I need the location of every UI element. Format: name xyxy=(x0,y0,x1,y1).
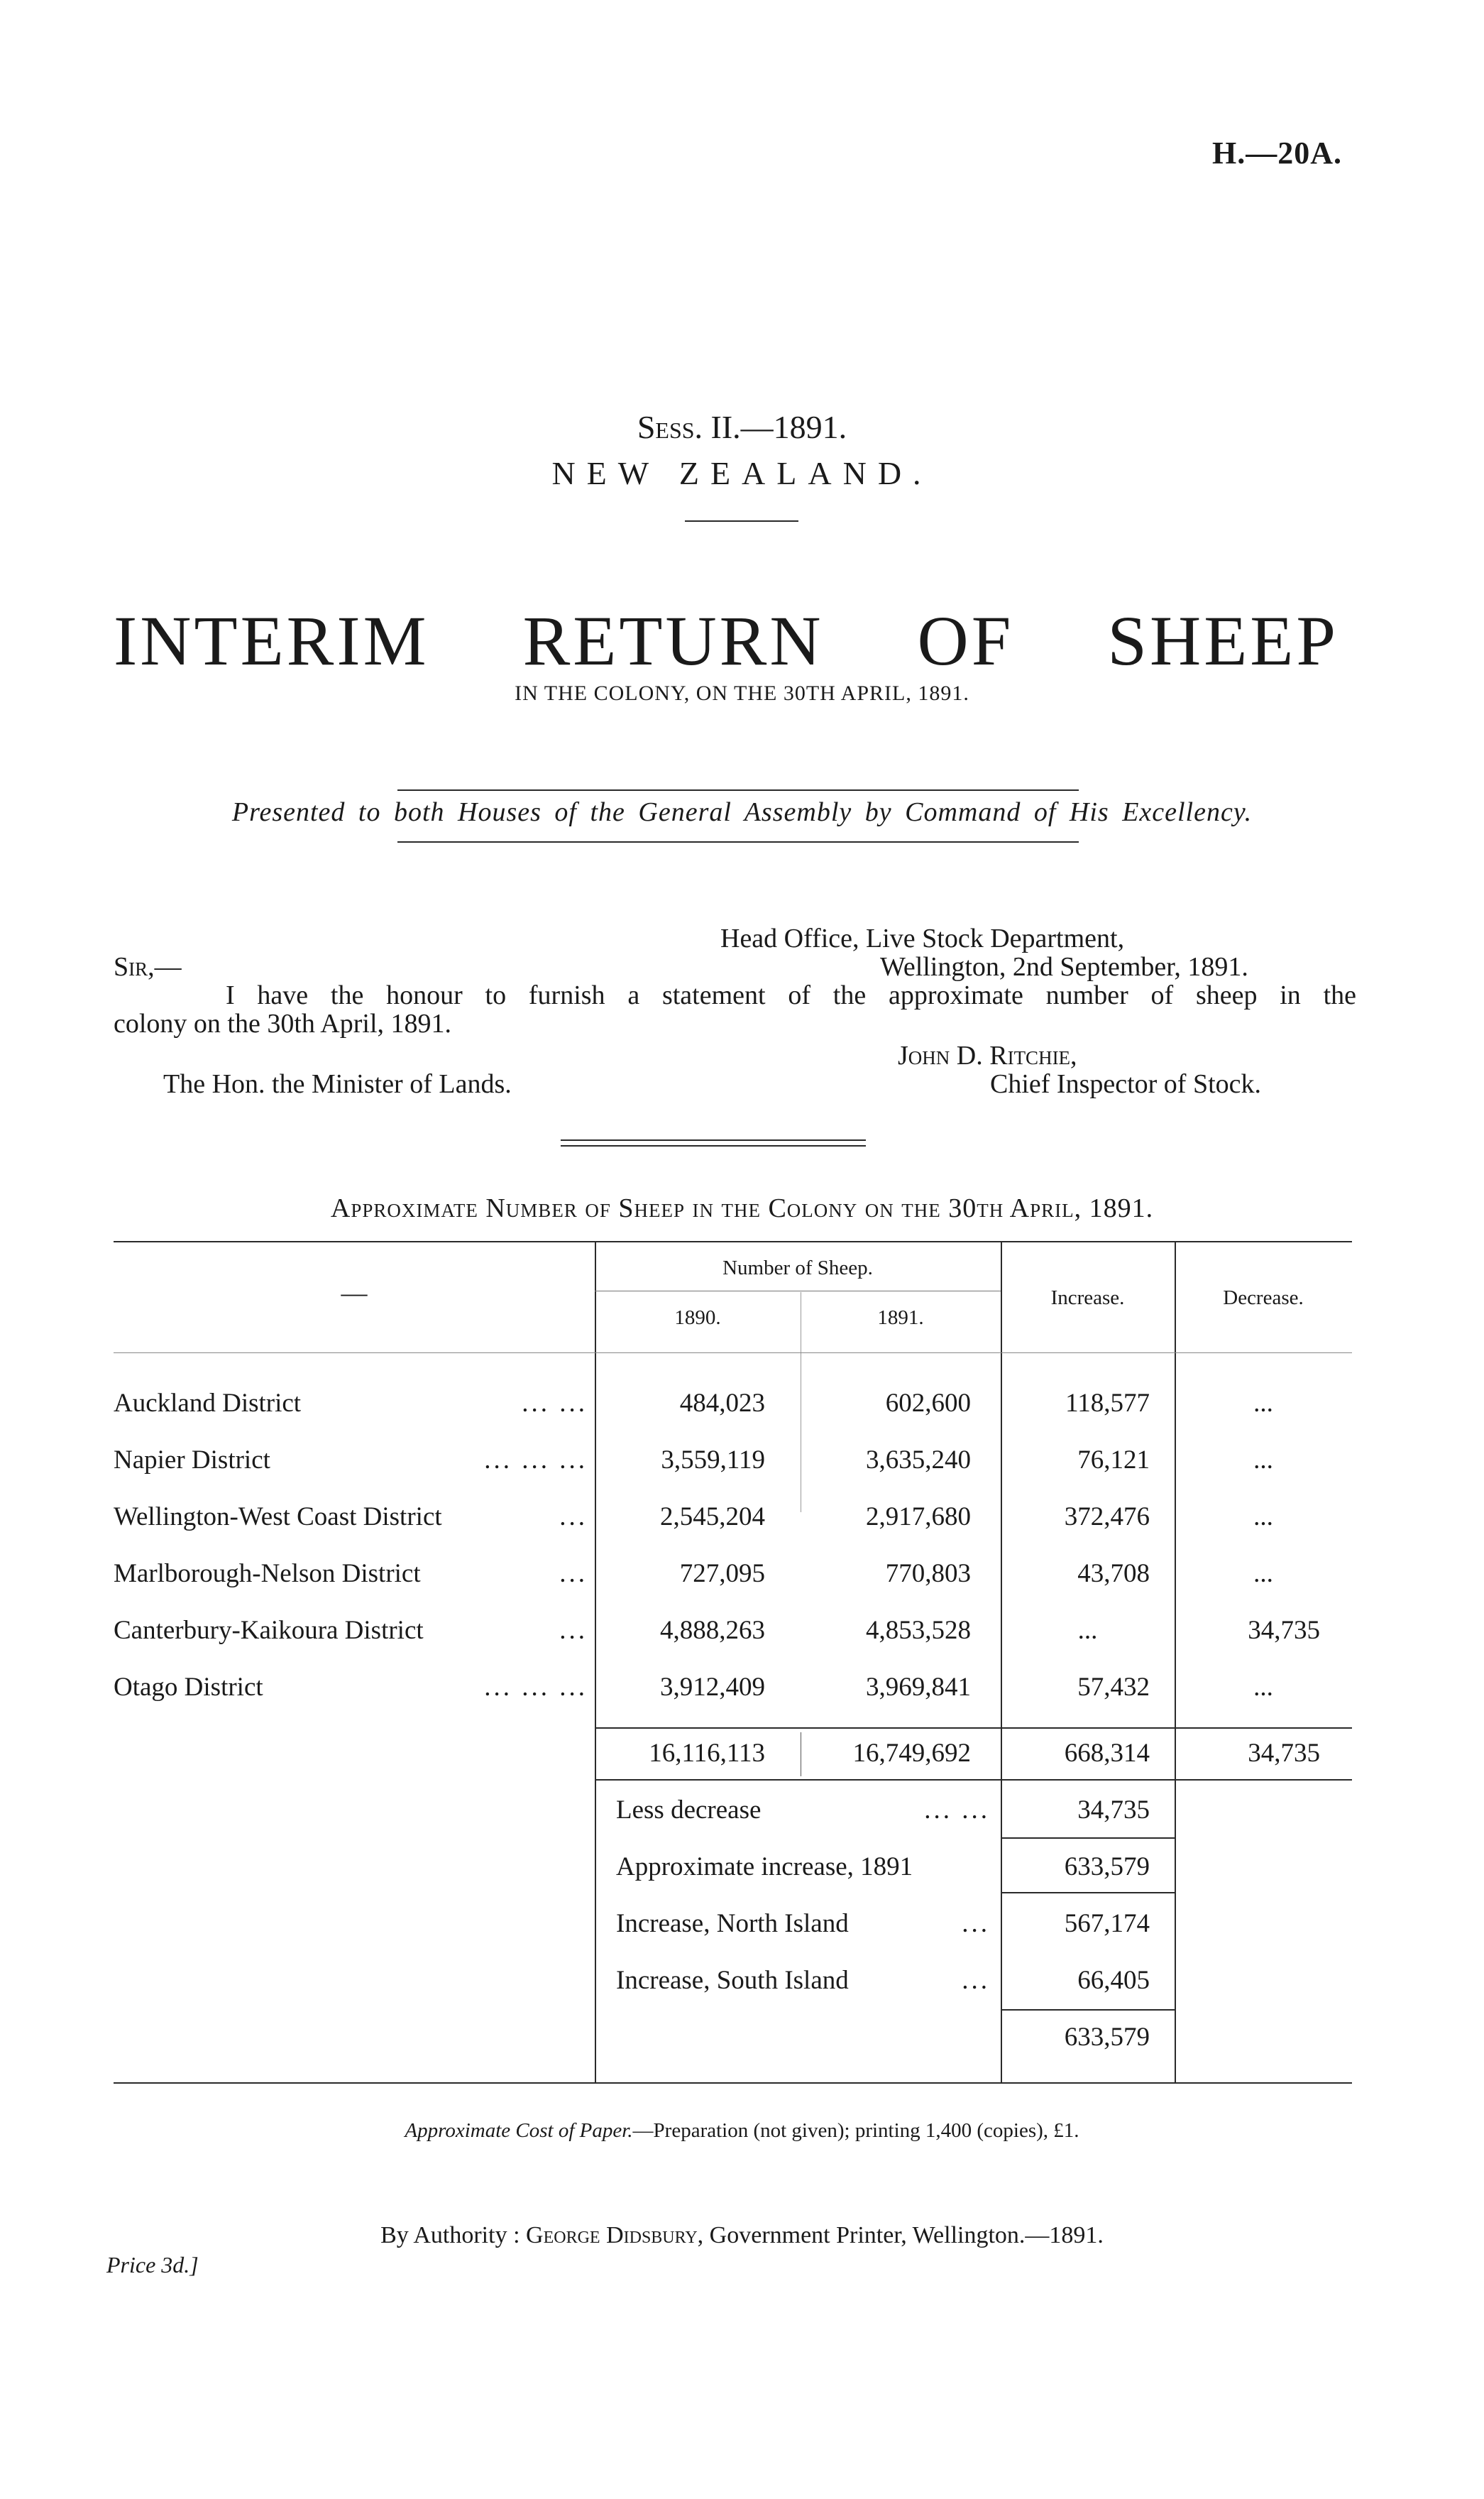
summary-value: 633,579 xyxy=(1064,1852,1150,1881)
district-name: Canterbury-Kaikoura District xyxy=(114,1616,424,1645)
value-increase: 372,476 xyxy=(1064,1502,1150,1531)
summary-label: Increase, South Island xyxy=(616,1966,849,1995)
value-decrease: ... xyxy=(1253,1445,1273,1475)
cost-label: Approximate Cost of Paper. xyxy=(405,2119,633,2142)
district-name: Napier District xyxy=(114,1445,270,1475)
table-rule-vertical xyxy=(595,1241,596,2082)
dot-leader: ... ... xyxy=(924,1795,990,1825)
total-1891: 16,749,692 xyxy=(852,1739,971,1768)
value-1891: 3,969,841 xyxy=(866,1673,971,1702)
table-rule-totals-bottom xyxy=(595,1779,1352,1781)
signatory-name: John D. Ritchie, xyxy=(898,1041,1077,1071)
dot-leader: ... ... xyxy=(522,1389,588,1418)
value-decrease: ... xyxy=(1253,1559,1273,1588)
value-increase: 43,708 xyxy=(1077,1559,1150,1588)
value-1890: 2,545,204 xyxy=(660,1502,765,1531)
authority-line xyxy=(0,2222,1484,2249)
title-word: INTERIM xyxy=(114,601,429,680)
final-total: 633,579 xyxy=(1064,2023,1150,2052)
cost-of-paper xyxy=(0,2119,1484,2143)
date-line: Wellington, 2nd September, 1891. xyxy=(880,952,1248,982)
presented-rule-bottom xyxy=(397,841,1079,843)
value-decrease: ... xyxy=(1253,1389,1273,1418)
value-1890: 3,559,119 xyxy=(661,1445,765,1475)
printer-name: George Didsbury, xyxy=(526,2222,704,2248)
cost-text: —Preparation (not given); printing 1,400 (copies), £1. xyxy=(632,2119,1079,2142)
value-increase: 118,577 xyxy=(1065,1389,1150,1418)
summary-label: Less decrease xyxy=(616,1795,762,1825)
letter-body-line: colony on the 30th April, 1891. xyxy=(114,1009,452,1039)
value-1890: 3,912,409 xyxy=(660,1673,765,1702)
heading-rule xyxy=(685,520,798,522)
dot-leader: ... ... ... xyxy=(484,1673,588,1702)
country-heading: NEW ZEALAND. xyxy=(551,455,933,491)
header-1890: 1890. xyxy=(674,1306,721,1329)
value-decrease: ... xyxy=(1253,1502,1273,1531)
authority-suffix: Government Printer, Wellington.—1891. xyxy=(709,2222,1104,2248)
table-rule-bottom xyxy=(114,2082,1352,2084)
price: Price 3d.] xyxy=(106,2252,199,2277)
title-word: RETURN xyxy=(522,601,824,680)
value-decrease: 34,735 xyxy=(1248,1616,1320,1645)
table-rule-vertical xyxy=(1001,1241,1002,2082)
value-1891: 602,600 xyxy=(885,1389,971,1418)
district-name: Wellington-West Coast District xyxy=(114,1502,442,1531)
title-word: SHEEP xyxy=(1107,601,1339,680)
document-title xyxy=(114,600,1339,682)
presented-rule-top xyxy=(397,789,1079,791)
table-rule-totals-top xyxy=(595,1727,1352,1729)
double-rule xyxy=(561,1145,866,1147)
value-decrease: ... xyxy=(1253,1673,1273,1702)
total-decrease: 34,735 xyxy=(1248,1739,1320,1768)
presented-line: Presented to both Houses of the General Assembly by Command of His Excellency. xyxy=(231,797,1253,827)
header-1891: 1891. xyxy=(877,1306,924,1329)
office-line: Head Office, Live Stock Department, xyxy=(720,924,1125,953)
header-district: — xyxy=(341,1279,368,1308)
salutation: Sir,— xyxy=(114,952,182,982)
value-increase: 76,121 xyxy=(1077,1445,1150,1475)
session-heading: Sess. II.—1891. xyxy=(637,409,847,445)
summary-value: 34,735 xyxy=(1077,1795,1150,1825)
header-increase: Increase. xyxy=(1050,1286,1125,1309)
header-number-of-sheep: Number of Sheep. xyxy=(722,1257,873,1279)
value-1890: 484,023 xyxy=(679,1389,765,1418)
district-name: Marlborough-Nelson District xyxy=(114,1559,421,1588)
table-rule-vertical xyxy=(1175,1241,1176,2082)
document-subtitle: IN THE COLONY, ON THE 30TH APRIL, 1891. xyxy=(515,682,969,705)
double-rule xyxy=(561,1139,866,1141)
value-1891: 4,853,528 xyxy=(866,1616,971,1645)
authority-prefix: By Authority : xyxy=(380,2222,520,2248)
table-caption: Approximate Number of Sheep in the Colony on the 30th April, 1891. xyxy=(330,1193,1154,1223)
letter-body-line: I have the honour to furnish a statement of the approximate number of sheep in the xyxy=(226,980,1356,1010)
paper-reference: H.—20A. xyxy=(1212,136,1342,170)
total-increase: 668,314 xyxy=(1064,1739,1150,1768)
value-1890: 727,095 xyxy=(679,1559,765,1588)
dot-leader: ... xyxy=(962,1909,990,1938)
district-name: Auckland District xyxy=(114,1389,302,1418)
value-1890: 4,888,263 xyxy=(660,1616,765,1645)
signatory-title: Chief Inspector of Stock. xyxy=(990,1069,1262,1099)
table-rule-header xyxy=(114,1352,1352,1353)
value-1891: 2,917,680 xyxy=(866,1502,971,1531)
dot-leader: ... xyxy=(962,1966,990,1995)
value-1891: 3,635,240 xyxy=(866,1445,971,1475)
summary-label: Increase, North Island xyxy=(616,1909,849,1938)
value-increase: ... xyxy=(1077,1616,1098,1645)
summary-value: 66,405 xyxy=(1077,1966,1150,1995)
total-1890: 16,116,113 xyxy=(649,1739,765,1768)
value-increase: 57,432 xyxy=(1077,1673,1150,1702)
summary-value: 567,174 xyxy=(1064,1909,1150,1938)
table-rule-summary xyxy=(1001,1837,1175,1839)
summary-label: Approximate increase, 1891 xyxy=(616,1852,913,1881)
dot-leader: ... xyxy=(559,1616,588,1645)
dot-leader: ... xyxy=(559,1502,588,1531)
dot-leader: ... ... ... xyxy=(484,1445,588,1475)
addressee: The Hon. the Minister of Lands. xyxy=(163,1069,512,1099)
table-rule-summary xyxy=(1001,2009,1175,2011)
table-rule-top xyxy=(114,1241,1352,1242)
header-decrease: Decrease. xyxy=(1223,1286,1304,1309)
table-rule-summary xyxy=(1001,1892,1175,1893)
district-name: Otago District xyxy=(114,1673,263,1702)
title-word: OF xyxy=(917,601,1014,680)
value-1891: 770,803 xyxy=(885,1559,971,1588)
dot-leader: ... xyxy=(559,1559,588,1588)
